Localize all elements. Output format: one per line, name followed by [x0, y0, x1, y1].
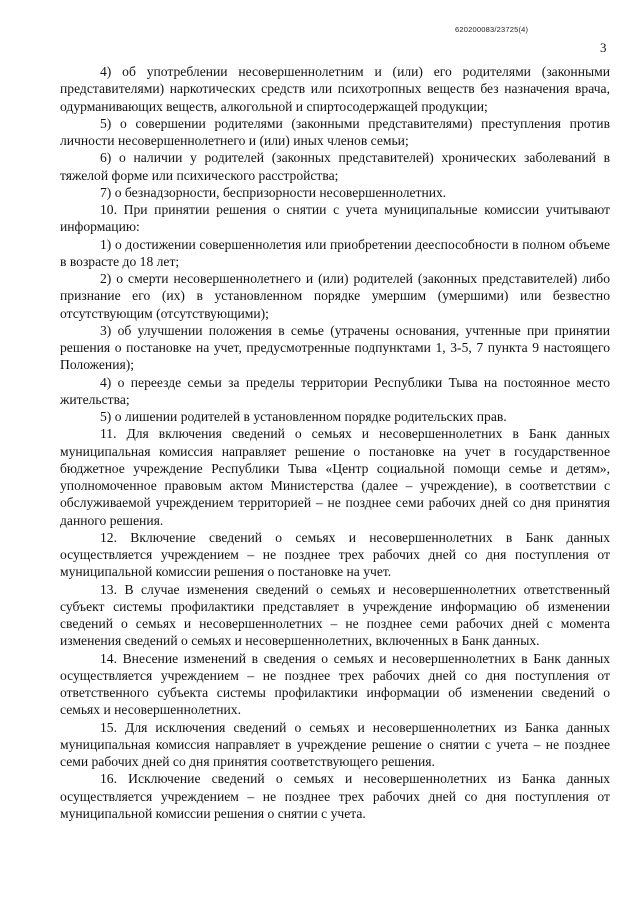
- paragraph-clause-10-item-5: 5) о лишении родителей в установленном порядке родительских прав.: [100, 409, 507, 424]
- page-number: 3: [600, 40, 607, 55]
- paragraph-clause-10: 10. При принятии решения о снятии с учета муниципальные комиссии учитывают информацию:: [60, 202, 610, 235]
- paragraph-clause-16: 16. Исключение сведений о семьях и несовершеннолетних из Банка данных осуществляется учреждением – не позднее трех рабочих дней со дня поступления от муниципальной комиссии решения о снятии с учета.: [60, 771, 610, 821]
- paragraph-clause-11: 11. Для включения сведений о семьях и несовершеннолетних в Банк данных муниципальная комиссия направляет решение о постановке на учет в государственное бюджетное учреждение Республики Тыва «Центр социальной помощи семье и детям», уполномоченное правовым актом Министерства (далее – учреждение), в соответствии с обслуживаемой учреждением территорией – не позднее семи рабочих дней со дня принятия данного решения.: [60, 426, 610, 528]
- paragraph-clause-13: 13. В случае изменения сведений о семьях и несовершеннолетних ответственный субъект системы профилактики представляет в учреждение информацию об изменении сведений о семьях и несовершеннолетних – не позднее семи рабочих дней с момента изменения сведений о семьях и несовершеннолетних, включенных в Банк данных.: [60, 581, 610, 649]
- paragraph-clause-14: 14. Внесение изменений в сведения о семьях и несовершеннолетних в Банк данных осуществляется учреждением – не позднее трех рабочих дней со дня поступления от ответственного субъекта системы профилактики информации об изменении сведений о семьях и несовершеннолетних.: [60, 650, 610, 718]
- paragraph-clause-10-item-2: 2) о смерти несовершеннолетнего и (или) родителей (законных представителей) либо признание его (их) в установленном порядке умершим (умершими) или безвестно отсутствующим (отсутствующими);: [60, 271, 610, 321]
- paragraph-item-4-drugs: 4) об употреблении несовершеннолетним и (или) его родителями (законными представителями) наркотических средств или психотропных веществ без назначения врача, одурманивающих веществ, алкогольной и спиртосодержащей продукции;: [60, 64, 610, 114]
- paragraph-item-7-neglect: 7) о безнадзорности, беспризорности несовершеннолетних.: [100, 184, 447, 200]
- document-id: 620200083/23725(4): [455, 25, 529, 34]
- paragraph-clause-10-item-4: 4) о переезде семьи за пределы территории Республики Тыва на постоянное место жительства;: [60, 374, 610, 407]
- paragraph-item-5-crime: 5) о совершении родителями (законными представителями) преступления против личности несовершеннолетнего и (или) иных членов семьи;: [60, 115, 610, 148]
- paragraph-clause-10-item-1: 1) о достижении совершеннолетия или приобретении дееспособности в полном объеме в возрасте до 18 лет;: [60, 236, 610, 269]
- paragraph-clause-10-item-3: 3) об улучшении положения в семье (утрачены основания, учтенные при принятии решения о постановке на учет, предусмотренные подпунктами 1, 3-5, 7 пункта 9 настоящего Положения);: [60, 322, 610, 373]
- paragraph-item-6-illness: 6) о наличии у родителей (законных представителей) хронических заболеваний в тяжелой форме или психического расстройства;: [60, 150, 610, 183]
- paragraph-clause-15: 15. Для исключения сведений о семьях и несовершеннолетних из Банка данных муниципальная комиссия направляет в учреждение решение о снятии с учета – не позднее семи рабочих дней со дня принятия соответствующего решения.: [60, 719, 610, 769]
- paragraph-clause-12: 12. Включение сведений о семьях и несовершеннолетних в Банк данных осуществляется учреждением – не позднее трех рабочих дней со дня поступления от муниципальной комиссии решения о постановке на учет.: [60, 529, 610, 580]
- document-body: [60, 63, 610, 822]
